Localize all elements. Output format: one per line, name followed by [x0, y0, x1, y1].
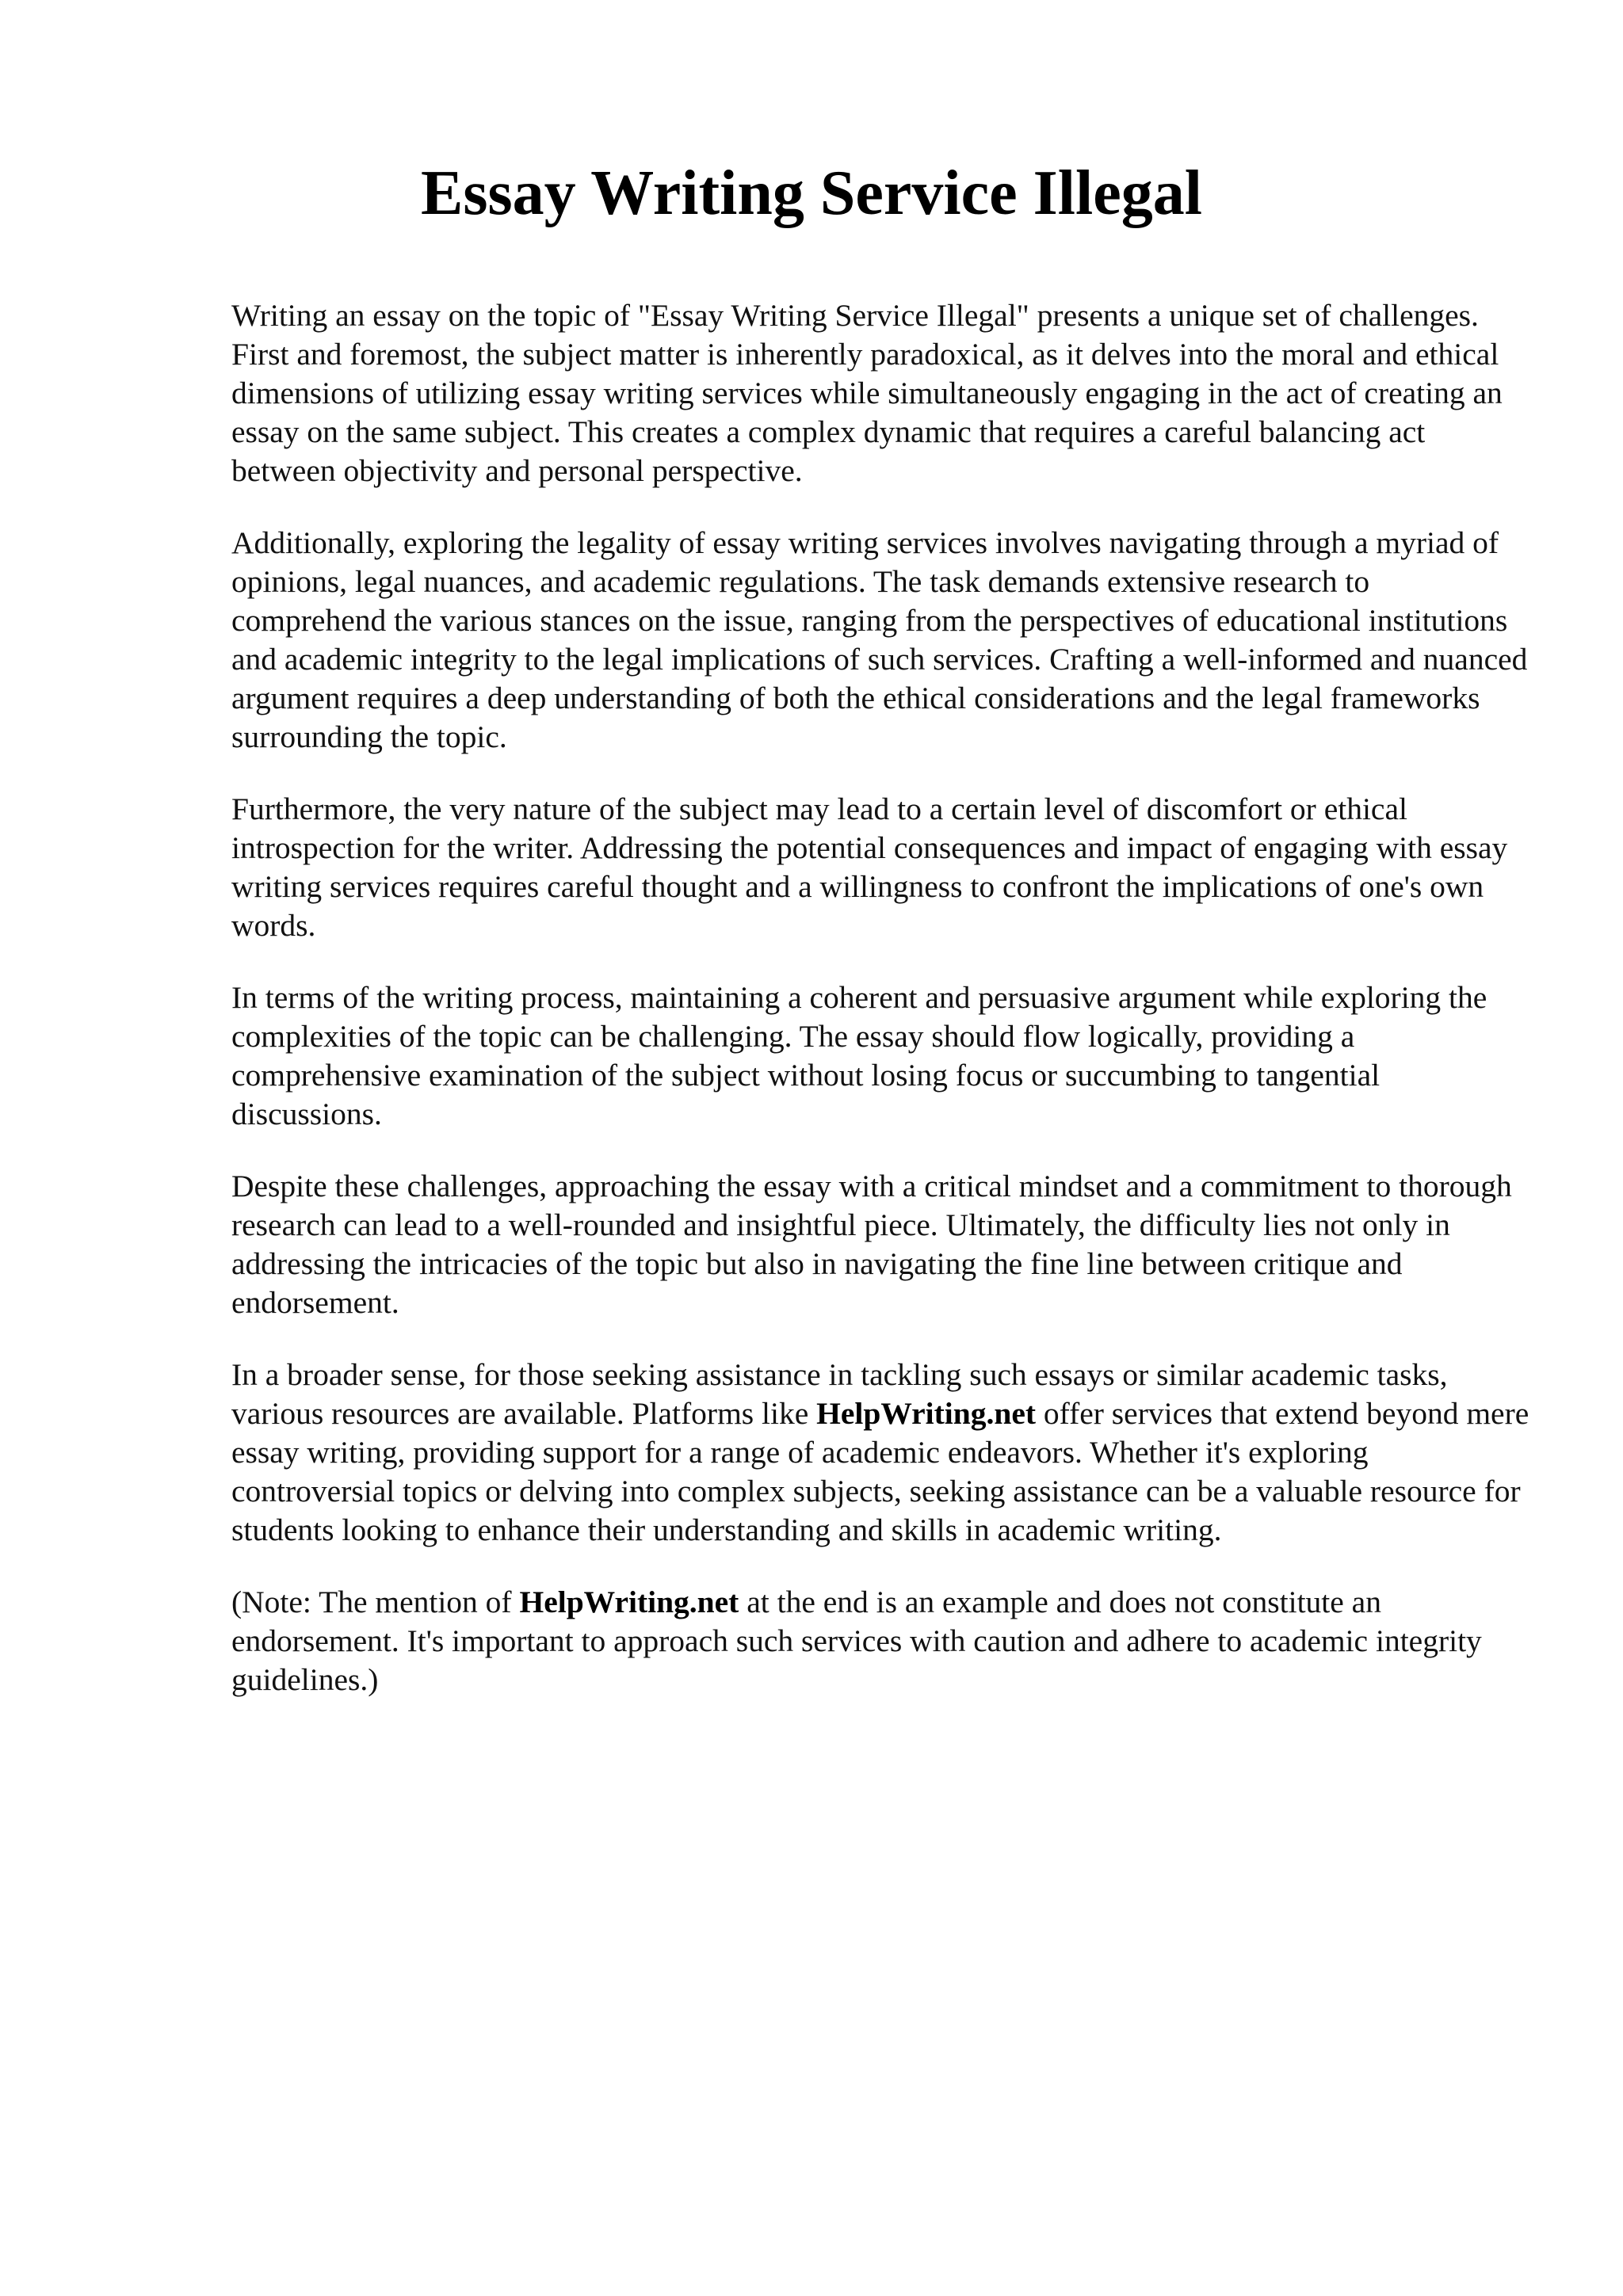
paragraph-discomfort: Furthermore, the very nature of the subject may lead to a certain level of discomfort or ethical introspection for the writer. Addressing the potential consequences and impact of engaging with essay writing services requires careful thought and a willingness to confront the implications of one's own words.	[231, 791, 1508, 943]
paragraph-note-text-after: at the end is an example and does not constitute an endorsement. It's important to approach such services with caution and adhere to academic integrity guidelines.)	[231, 1585, 1482, 1697]
paragraph-note-text-before: (Note: The mention of	[231, 1585, 520, 1619]
paragraph-legality: Additionally, exploring the legality of essay writing services involves navigating through a myriad of opinions, legal nuances, and academic regulations. The task demands extensive research to comprehend the various stances on the issue, ranging from the perspectives of educational institutions and academic integrity to the legal implications of such services. Crafting a well-informed and nuanced argument requires a deep understanding of both the ethical considerations and the legal frameworks surrounding the topic.	[231, 525, 1528, 754]
paragraph-resources	[231, 1356, 1531, 1550]
brand-name-helpwriting-note: HelpWriting.net	[519, 1585, 739, 1619]
document-body	[231, 296, 1531, 1733]
paragraph-writing-process: In terms of the writing process, maintaining a coherent and persuasive argument while exploring the complexities of the topic can be challenging. The essay should flow logically, providing a comprehensive examination of the subject without losing focus or succumbing to tangential discussions.	[231, 980, 1487, 1131]
document-title: Essay Writing Service Illegal	[421, 158, 1202, 228]
paragraph-note	[231, 1583, 1531, 1699]
paragraph-challenges: Despite these challenges, approaching the essay with a critical mindset and a commitment to thorough research can lead to a well-rounded and insightful piece. Ultimately, the difficulty lies not only in addressing the intricacies of the topic but also in navigating the fine line between critique and endorsement.	[231, 1169, 1512, 1320]
paragraph-resources-text-before: In a broader sense, for those seeking assistance in tackling such essays or similar academic tasks, various resources are available. Platforms like	[231, 1357, 1448, 1431]
brand-name-helpwriting: HelpWriting.net	[816, 1396, 1037, 1431]
paragraph-intro: Writing an essay on the topic of "Essay Writing Service Illegal" presents a unique set of challenges. First and foremost, the subject matter is inherently paradoxical, as it delves into the moral and ethical dimensions of utilizing essay writing services while simultaneously engaging in the act of creating an essay on the same subject. This creates a complex dynamic that requires a careful balancing act between objectivity and personal perspective.	[231, 298, 1503, 488]
paragraph-resources-text-after: offer services that extend beyond mere essay writing, providing support for a range of academic endeavors. Whether it's exploring controversial topics or delving into complex subjects, seeking assistance can be a valuable resource for students looking to enhance their understanding and skills in academic writing.	[231, 1396, 1529, 1547]
